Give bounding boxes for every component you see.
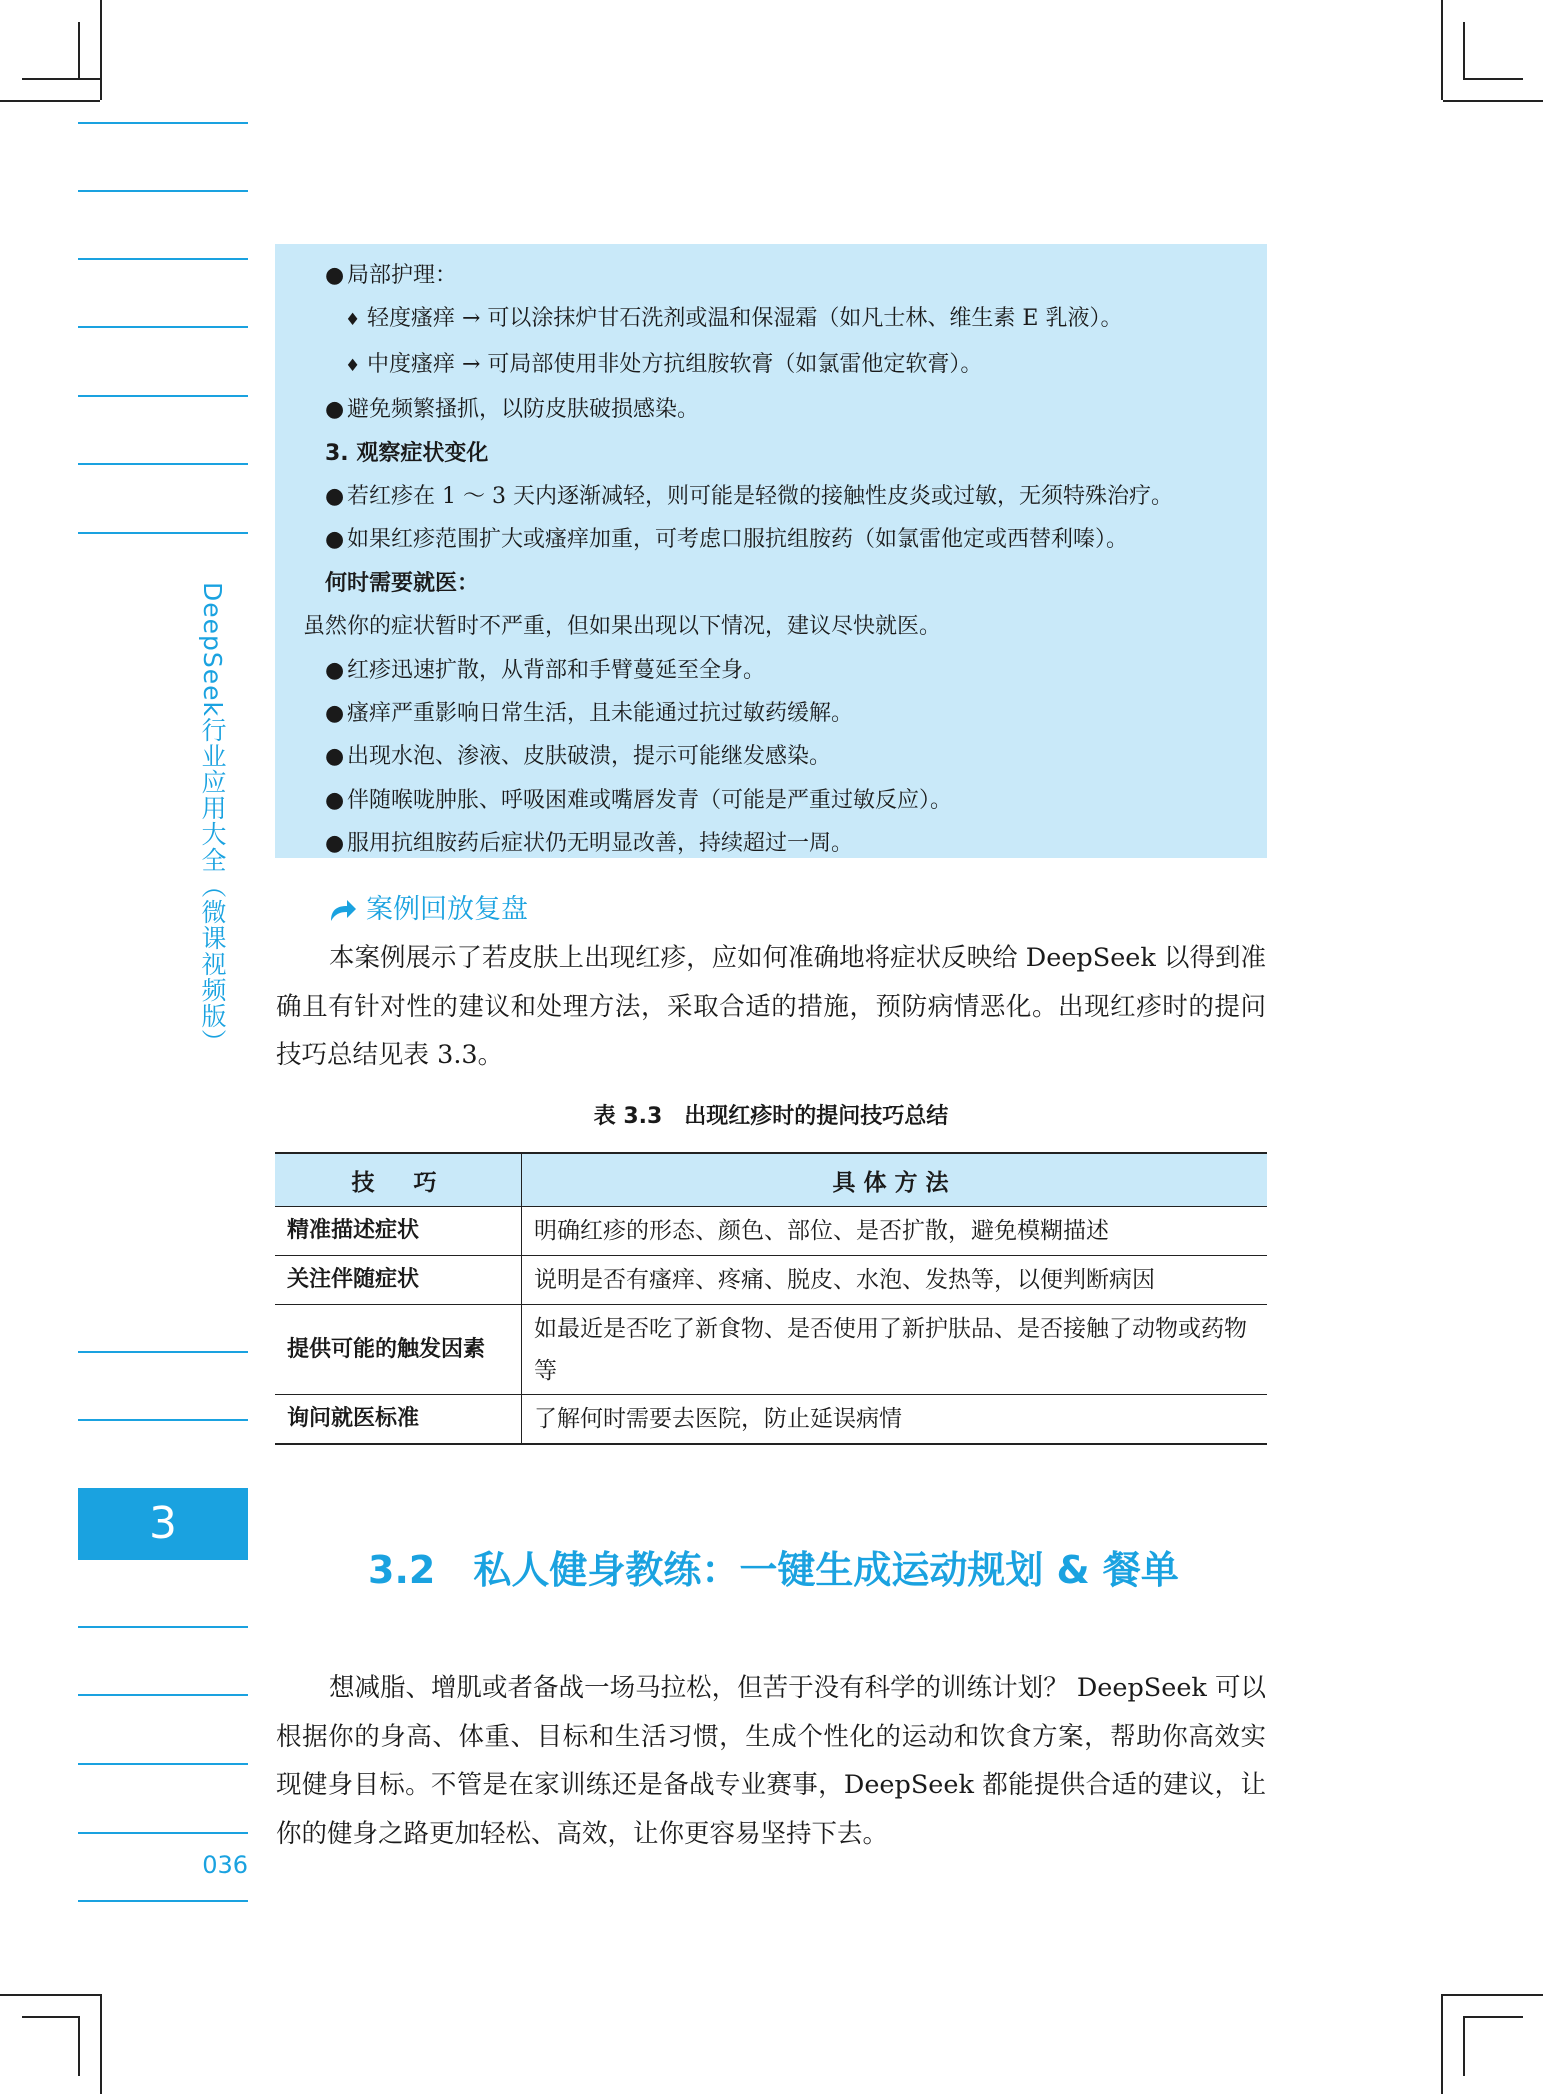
tips-table: [275, 1152, 1267, 1445]
crop-mark: [22, 2016, 80, 2018]
callout-line-text: 虽然你的症状暂时不严重，但如果出现以下情况，建议尽快就医。: [303, 614, 942, 640]
bullet-icon: ●: [325, 527, 345, 553]
callout-line: [325, 388, 1267, 431]
callout-line: [325, 475, 1267, 518]
callout-line: [303, 605, 1267, 648]
callout-line: [325, 343, 1267, 388]
table-header-cell: 技 巧: [275, 1153, 522, 1207]
chapter-number-tab: 3: [78, 1488, 248, 1560]
callout-line-text: 伴随喉咙肿胀、呼吸困难或嘴唇发青（可能是严重过敏反应）。: [347, 787, 953, 813]
callout-line-text: 若红疹在 1 ～ 3 天内逐渐减轻，则可能是轻微的接触性皮炎或过敏，无须特殊治疗。: [347, 484, 1173, 510]
crop-mark: [78, 2016, 80, 2076]
callout-line-text: 何时需要就医：: [325, 570, 480, 596]
bullet-icon: ●: [325, 397, 345, 423]
sidebar-line: [78, 1351, 248, 1353]
callout-line-text: 出现水泡、渗液、皮肤破溃，提示可能继发感染。: [347, 744, 832, 770]
crop-mark: [1441, 1994, 1443, 2094]
crop-mark: [1463, 2016, 1465, 2076]
review-heading-text: 案例回放复盘: [366, 894, 528, 925]
callout-line-text: 如果红疹范围扩大或瘙痒加重，可考虑口服抗组胺药（如氯雷他定或西替利嗪）。: [347, 527, 1129, 553]
book-title: DeepSeek行业应用大全（微课视频版）: [198, 582, 227, 1055]
sidebar-line: [78, 122, 248, 124]
callout-line: [325, 254, 1267, 297]
callout-line-text: 瘙痒严重影响日常生活，且未能通过抗过敏药缓解。: [347, 701, 854, 727]
crop-mark: [1441, 0, 1443, 100]
crop-mark: [1443, 1994, 1543, 1996]
sidebar-line: [78, 463, 248, 465]
table-cell-method: 明确红疹的形态、颜色、部位、是否扩散，避免模糊描述: [522, 1207, 1268, 1256]
section-number: 3.2: [368, 1548, 436, 1592]
crop-mark: [1463, 22, 1465, 78]
table-row: [275, 1395, 1267, 1444]
bullet-icon: ●: [325, 787, 345, 813]
sidebar-line: [78, 532, 248, 534]
crop-mark: [22, 78, 100, 80]
sidebar-line: [78, 1419, 248, 1421]
bullet-icon: ●: [325, 831, 345, 857]
table-cell-tip: 关注伴随症状: [275, 1256, 522, 1305]
crop-mark: [1463, 2016, 1523, 2018]
table-header-row: [275, 1153, 1267, 1207]
table-row: [275, 1305, 1267, 1395]
callout-line: [325, 518, 1267, 561]
callout-box: [275, 244, 1267, 858]
callout-line: [325, 649, 1267, 692]
callout-heading: [325, 432, 1267, 475]
bullet-icon: ●: [325, 744, 345, 770]
sidebar-line: [78, 1900, 248, 1902]
bullet-icon: ●: [325, 263, 345, 288]
table-header-cell: 具体方法: [522, 1153, 1268, 1207]
review-heading: [328, 890, 528, 930]
crop-mark: [1463, 78, 1523, 80]
table-caption: 表 3.3 出现红疹时的提问技巧总结: [593, 1104, 949, 1129]
section-title: [368, 1540, 1179, 1600]
crop-mark: [0, 100, 100, 102]
table-cell-method: 了解何时需要去医院，防止延误病情: [522, 1395, 1268, 1444]
callout-line-text: 服用抗组胺药后症状仍无明显改善，持续超过一周。: [347, 831, 854, 857]
callout-line: [325, 692, 1267, 735]
bullet-icon: ●: [325, 484, 345, 510]
callout-line-text: 3. 观察症状变化: [325, 440, 489, 466]
crop-mark: [78, 22, 80, 78]
table-row: [275, 1256, 1267, 1305]
table-cell-method: 如最近是否吃了新食物、是否使用了新护肤品、是否接触了动物或药物等: [522, 1305, 1268, 1395]
sidebar-line: [78, 1626, 248, 1628]
sidebar-line: [78, 190, 248, 192]
bullet-icon: ●: [325, 657, 345, 683]
table-cell-tip: 提供可能的触发因素: [275, 1305, 522, 1395]
callout-line-text: 局部护理：: [347, 263, 458, 288]
page-number: 036: [202, 1851, 248, 1879]
crop-mark: [0, 1994, 100, 1996]
share-arrow-icon: [328, 897, 358, 923]
callout-heading: [325, 562, 1267, 605]
review-paragraph: 本案例展示了若皮肤上出现红疹，应如何准确地将症状反映给 DeepSeek 以得到准确且有针对性的建议和处理方法，采取合适的措施，预防病情恶化。出现红疹时的提问技巧总结见表 3.3。: [276, 943, 1266, 1070]
diamond-icon: ♦: [345, 355, 361, 376]
section-paragraph: 想减脂、增肌或者备战一场马拉松，但苦于没有科学的训练计划？ DeepSeek 可以根据你的身高、体重、目标和生活习惯，生成个性化的运动和饮食方案，帮助你高效实现健身目标。不管是在家训练还是备战专业赛事，DeepSeek 都能提供合适的建议，让你的健身之路更加轻松、高效，让你更容易坚持下去。: [276, 1673, 1266, 1849]
sidebar-line: [78, 1832, 248, 1834]
sidebar-line: [78, 326, 248, 328]
table-cell-method: 说明是否有瘙痒、疼痛、脱皮、水泡、发热等，以便判断病因: [522, 1256, 1268, 1305]
diamond-icon: ♦: [345, 310, 361, 331]
callout-line-text: 中度瘙痒 → 可局部使用非处方抗组胺软膏（如氯雷他定软膏）。: [367, 351, 983, 377]
callout-line-text: 避免频繁搔抓，以防皮肤破损感染。: [347, 397, 700, 423]
crop-mark: [100, 0, 102, 100]
section-title-text: 私人健身教练：一键生成运动规划 & 餐单: [473, 1548, 1179, 1592]
bullet-icon: ●: [325, 701, 345, 727]
callout-line: [325, 297, 1267, 342]
callout-line-text: 轻度瘙痒 → 可以涂抹炉甘石洗剂或温和保湿霜（如凡士林、维生素 E 乳液）。: [367, 306, 1123, 332]
table-cell-tip: 询问就医标准: [275, 1395, 522, 1444]
callout-line: [325, 822, 1267, 865]
sidebar-line: [78, 1763, 248, 1765]
table-cell-tip: 精准描述症状: [275, 1207, 522, 1256]
callout-line: [325, 779, 1267, 822]
callout-line-text: 红疹迅速扩散，从背部和手臂蔓延至全身。: [347, 657, 766, 683]
sidebar-line: [78, 395, 248, 397]
sidebar-line: [78, 258, 248, 260]
table-row: [275, 1207, 1267, 1256]
sidebar-line: [78, 1694, 248, 1696]
crop-mark: [1443, 100, 1543, 102]
crop-mark: [100, 1994, 102, 2094]
callout-line: [325, 735, 1267, 778]
